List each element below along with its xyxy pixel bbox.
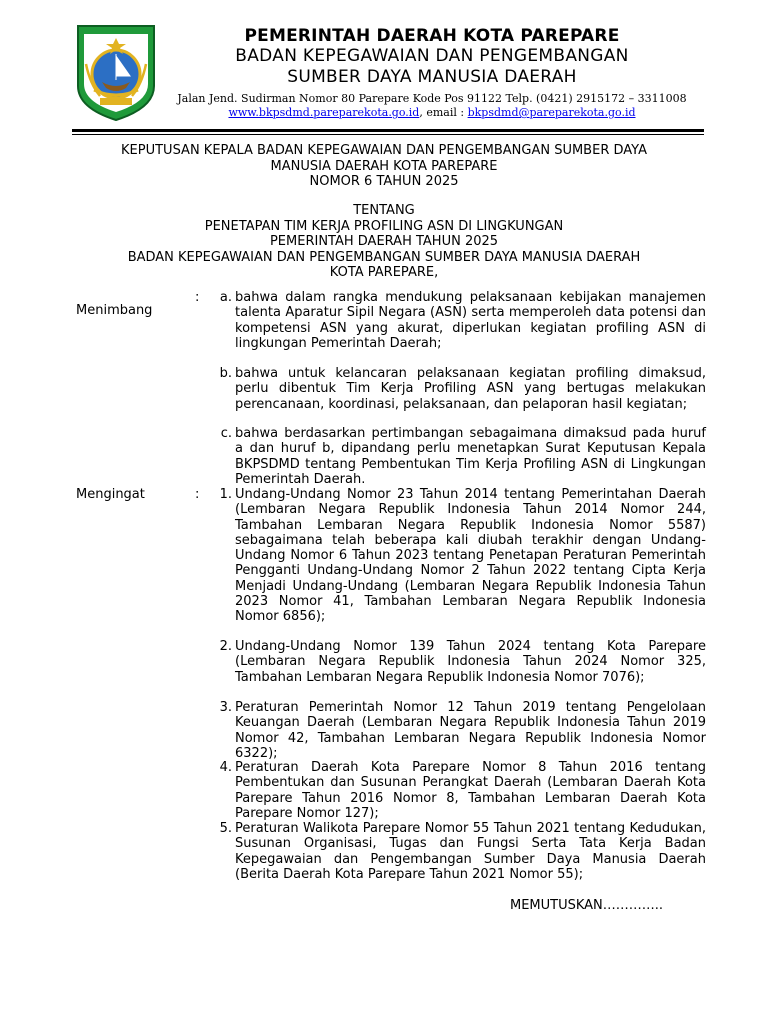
letterhead-line3: SUMBER DAYA MANUSIA DAERAH — [287, 67, 577, 87]
item-marker: c. — [220, 426, 232, 441]
item-marker: b. — [219, 366, 232, 381]
subject-line4: KOTA PAREPARE, — [329, 265, 439, 280]
item-text: Peraturan Pemerintah Nomor 12 Tahun 2019 tentang Pengelolaan Keuangan Daerah (Lembaran Negara Republik Indonesia Tahun 2019 Nomor 42, Tambahan Lembaran Negara Republik Indonesia Nomor 6322); — [235, 700, 706, 761]
menimbang-item-c — [208, 426, 706, 487]
city-emblem-logo — [76, 24, 156, 122]
mengingat-label: Mengingat — [76, 487, 145, 502]
item-text: bahwa dalam rangka mendukung pelaksanaan kebijakan manajemen talenta Aparatur Sipil Negara (ASN) serta memperoleh data potensi dan kompetensi ASN yang akurat, diperlukan kegiatan profiling ASN di lingkungan Pemerintah Daerah; — [235, 290, 706, 351]
item-text: bahwa berdasarkan pertimbangan sebagaimana dimaksud pada huruf a dan huruf b, dipandang perlu menetapkan Surat Keputusan Kepala BKPSDMD tentang Pembentukan Tim Kerja Profiling ASN di Lingkungan Pemerintah Daerah. — [235, 426, 706, 487]
decree-title-line2: MANUSIA DAERAH KOTA PAREPARE — [270, 158, 498, 174]
mengingat-colon: : — [195, 487, 200, 502]
letterhead-line1: PEMERINTAH DAERAH KOTA PAREPARE — [244, 26, 620, 46]
website-link[interactable]: www.bkpsdmd.pareparekota.go.id — [228, 106, 420, 119]
mengingat-item-5 — [208, 821, 706, 882]
mengingat-item-3 — [208, 700, 706, 761]
item-text: Undang-Undang Nomor 23 Tahun 2014 tentang Pemerintahan Daerah (Lembaran Negara Republik Indonesia Tahun 2014 Nomor 244, Tambahan Lembaran Negara Republik Indonesia Nomor 5587) sebagaimana telah beberapa kali diubah terakhir dengan Undang-Undang Nomor 6 Tahun 2023 tentang Penetapan Peraturan Pemerintah Pengganti Undang-Undang Nomor 2 Tahun 2022 tentang Cipta Kerja Menjadi Undang-Undang (Lembaran Negara Republik Indonesia Tahun 2023 Nomor 41, Tambahan Lembaran Negara Republik Indonesia Nomor 6856); — [235, 487, 706, 625]
item-text: Undang-Undang Nomor 139 Tahun 2024 tentang Kota Parepare (Lembaran Negara Republik Indonesia Tahun 2024 Nomor 325, Tambahan Lembaran Negara Republik Indonesia Nomor 7076); — [235, 639, 706, 685]
menimbang-item-b — [208, 366, 706, 412]
mengingat-item-4 — [208, 760, 706, 821]
item-marker: a. — [219, 290, 232, 305]
letterhead-address: Jalan Jend. Sudirman Nomor 80 Parepare Kode Pos 91122 Telp. (0421) 2915172 – 3311008 — [177, 92, 687, 105]
menimbang-colon: : — [195, 290, 200, 305]
item-text: Peraturan Daerah Kota Parepare Nomor 8 Tahun 2016 tentang Pembentukan dan Susunan Perangkat Daerah (Lembaran Daerah Kota Parepare Tahun 2016 Nomor 8, Tambahan Lembaran Daerah Kota Parepare Nomor 127); — [235, 760, 706, 821]
subject-line3: BADAN KEPEGAWAIAN DAN PENGEMBANGAN SUMBER DAYA MANUSIA DAERAH — [127, 249, 641, 265]
decree-title-line1: KEPUTUSAN KEPALA BADAN KEPEGAWAIAN DAN PENGEMBANGAN SUMBER DAYA — [121, 143, 647, 158]
menimbang-label: Menimbang — [76, 303, 153, 318]
subject-line1: PENETAPAN TIM KERJA PROFILING ASN DI LINGKUNGAN — [204, 218, 564, 234]
mengingat-item-1 — [208, 487, 706, 625]
menimbang-item-a — [208, 290, 706, 351]
item-marker: 1. — [219, 487, 232, 502]
item-marker: 5. — [219, 821, 232, 836]
decree-title — [70, 143, 698, 190]
decree-subject — [70, 203, 698, 281]
item-text: Peraturan Walikota Parepare Nomor 55 Tahun 2021 tentang Kedudukan, Susunan Organisasi, Tugas dan Fungsi Serta Tata Kerja Badan Kepegawaian dan Pengembangan Sumber Daya Manusia Daerah (Berita Daerah Kota Parepare Tahun 2021 Nomor 55); — [235, 821, 706, 882]
item-text: bahwa untuk kelancaran pelaksanaan kegiatan profiling dimaksud, perlu dibentuk Tim Kerja Profiling ASN yang bertugas melakukan perencanaan, koordinasi, pelaksanaan, dan pelaporan hasil kegiatan; — [235, 366, 706, 412]
email-link[interactable]: bkpsdmd@pareparekota.go.id — [467, 106, 636, 119]
mengingat-item-2 — [208, 639, 706, 685]
decree-number: NOMOR 6 TAHUN 2025 — [309, 174, 459, 189]
letterhead-contact — [160, 106, 704, 120]
letterhead-rule-thick — [72, 129, 704, 132]
letterhead-line2: BADAN KEPEGAWAIAN DAN PENGEMBANGAN — [235, 46, 629, 66]
memutuskan-heading: MEMUTUSKAN………….. — [510, 898, 664, 913]
letterhead-rule-thin — [72, 134, 704, 135]
item-marker: 2. — [219, 639, 232, 654]
subject-line2: PEMERINTAH DAERAH TAHUN 2025 — [269, 234, 499, 249]
item-marker: 4. — [219, 760, 232, 775]
email-label: , email : — [419, 106, 468, 119]
letterhead — [160, 26, 704, 120]
item-marker: 3. — [219, 700, 232, 715]
subject-tentang: TENTANG — [353, 203, 415, 218]
